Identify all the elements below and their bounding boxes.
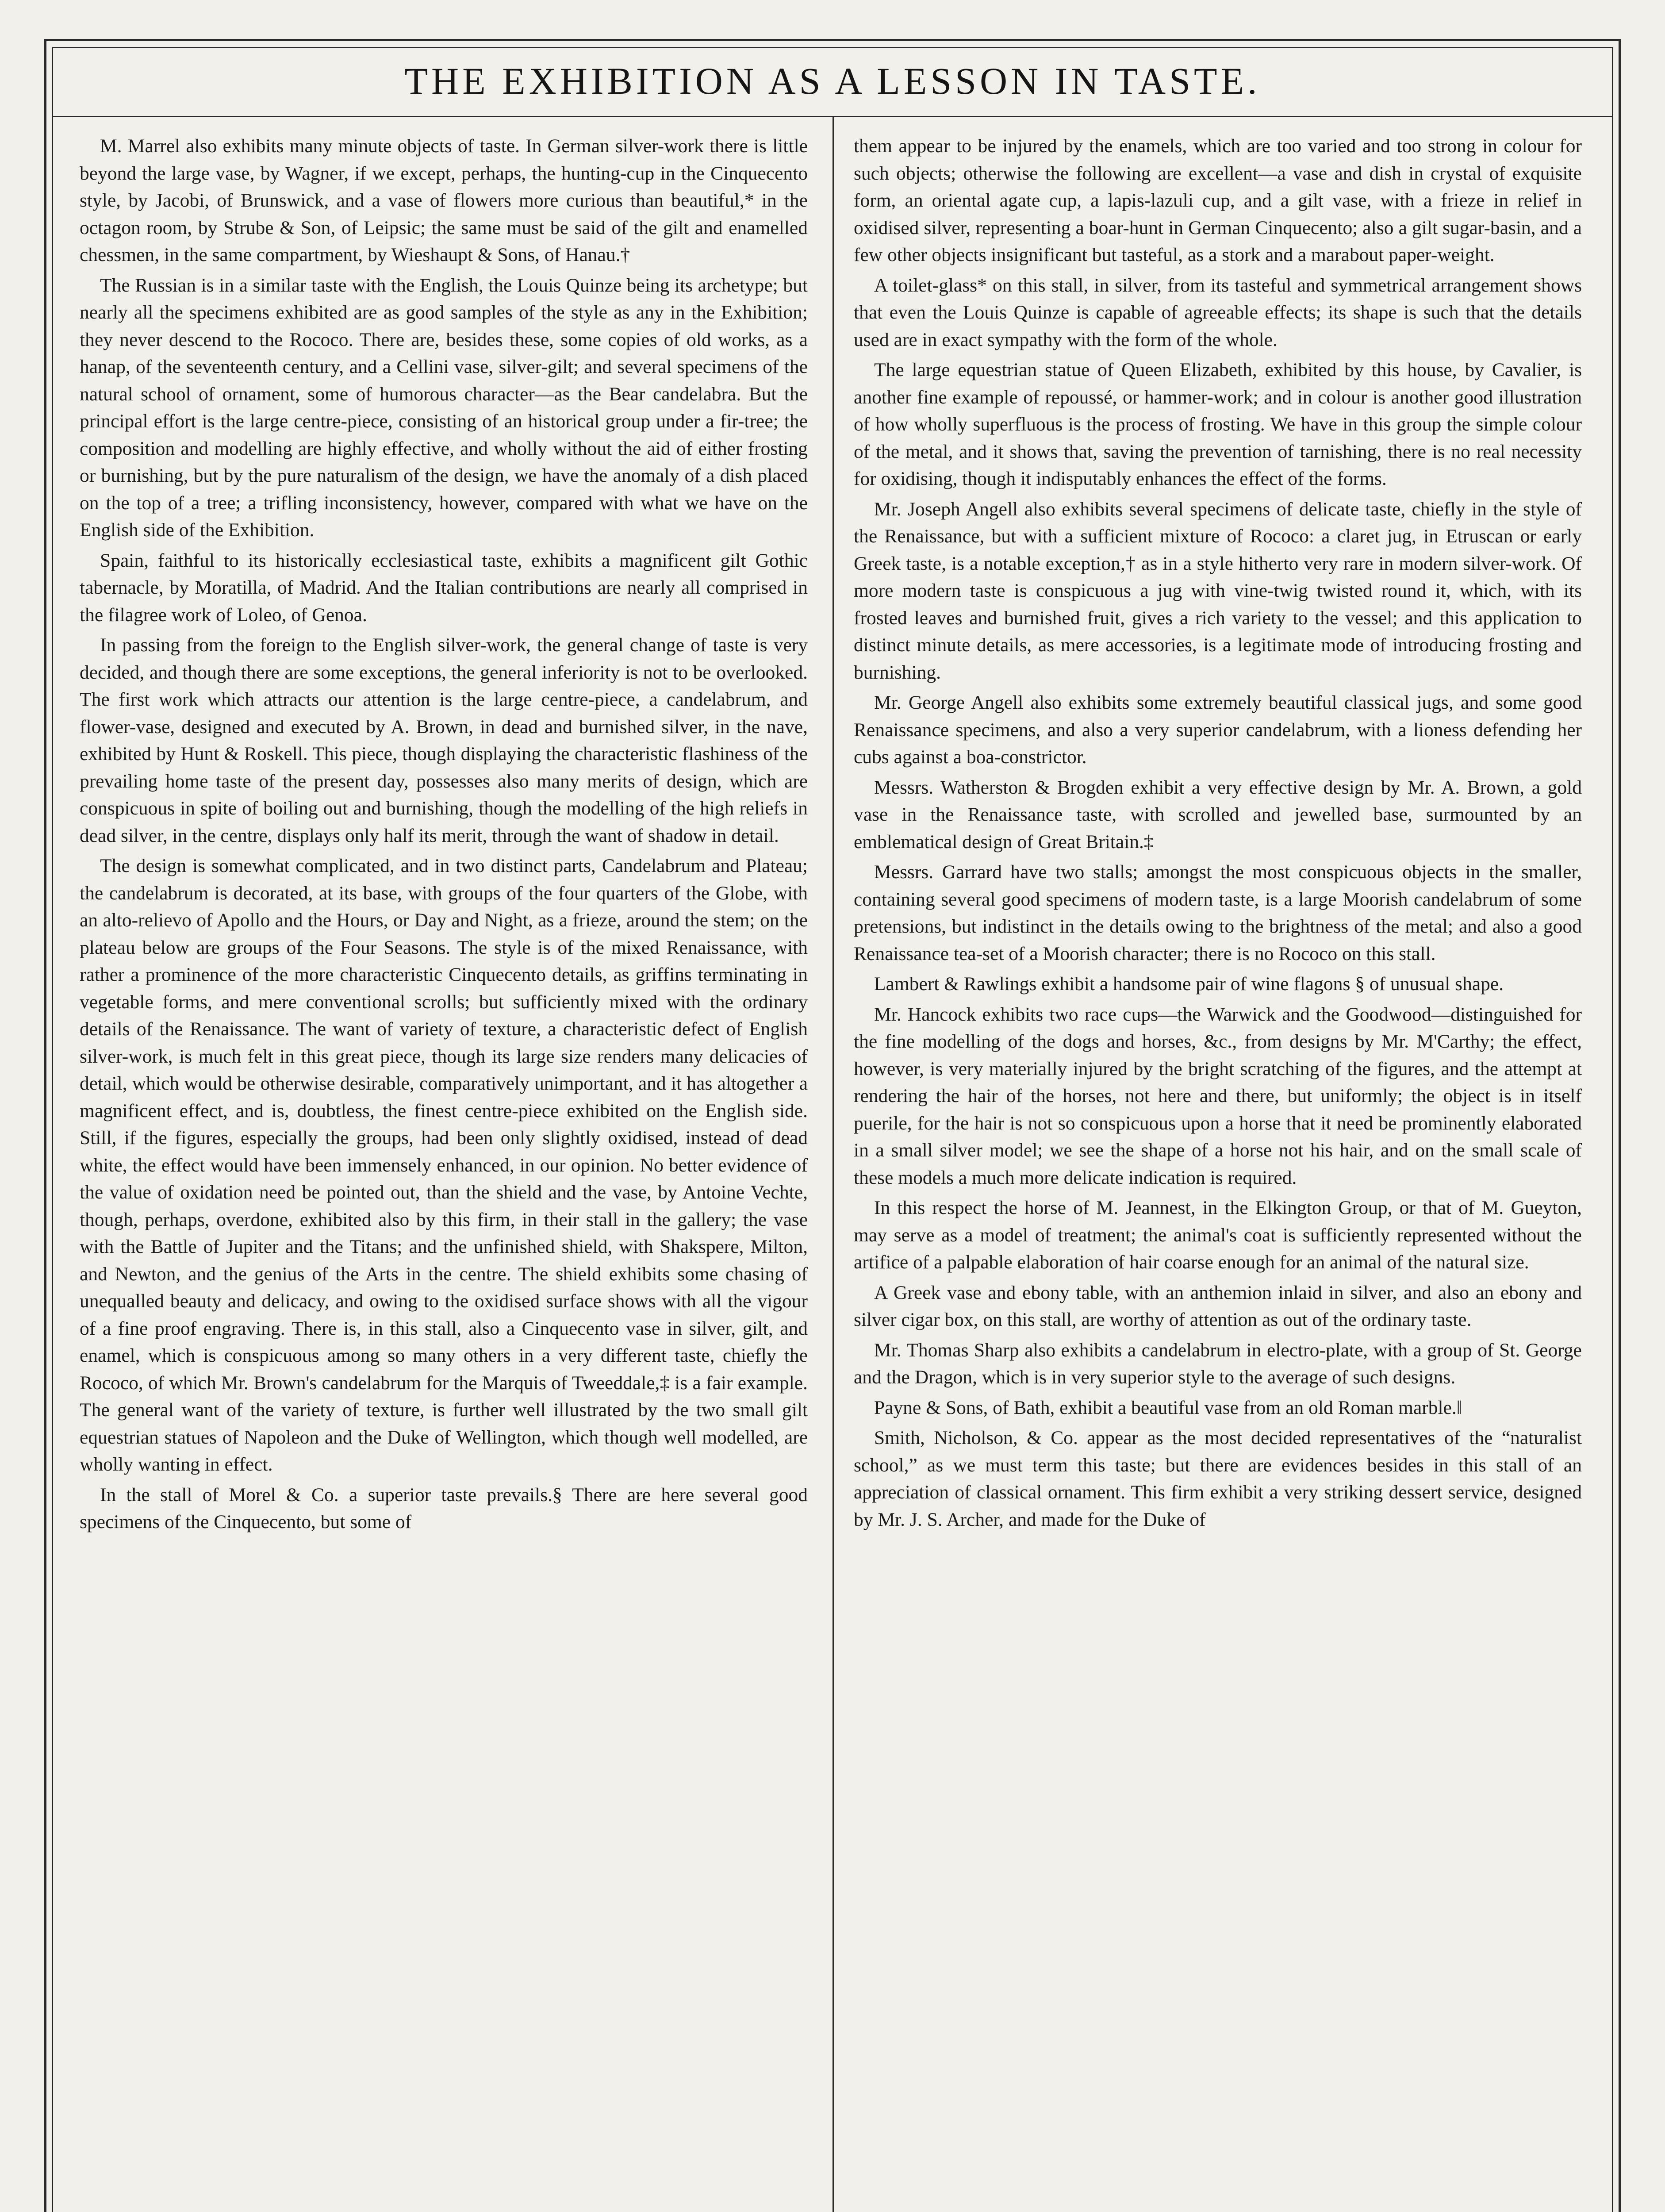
paragraph: In passing from the foreign to the English silver-work, the general change of taste is very decided, and though there are some exceptions, the general inferiority is not to be overlooked. The first work which attracts our attention is the large centre-piece, a candelabrum, and flower-vase, designed and executed by A. Brown, in dead and burnished silver, in the nave, exhibited by Hunt & Roskell. This piece, though displaying the characteristic flashiness of the prevailing home taste of the present day, possesses also many merits of design, which are conspicuous in spite of boiling out and burnishing, though the modelling of the high reliefs in dead silver, in the centre, displays only half its merit, through the want of shadow in detail. [80,634,808,846]
right-column [854,133,1582,1536]
paragraph: Payne & Sons, of Bath, exhibit a beautiful vase from an old Roman marble.‖ [874,1397,1462,1418]
paragraph: Mr. George Angell also exhibits some extremely beautiful classical jugs, and some good Renaissance specimens, and also a very superior candelabrum, with a lioness defending her cubs against a boa-constrictor. [854,692,1582,768]
paragraph: Messrs. Garrard have two stalls; amongst the most conspicuous objects in the smaller, containing several good specimens of modern taste, is a large Moorish candelabrum of some pretensions, but indistinct in the details owing to the brightness of the metal; and also a good Renaissance tea-set of a Moorish character; there is no Rococo on this stall. [854,861,1582,964]
paragraph: In this respect the horse of M. Jeannest, in the Elkington Group, or that of M. Gueyton, may serve as a model of treatment; the animal's coat is sufficiently represented without the artifice of a palpable elaboration of hair coarse enough for an animal of the natural size. [854,1197,1582,1273]
paragraph: Spain, faithful to its historically ecclesiastical taste, exhibits a magnificent gilt Gothic tabernacle, by Moratilla, of Madrid. And the Italian contributions are nearly all comprised in the filagree work of Loleo, of Genoa. [80,549,808,626]
page-title: THE EXHIBITION AS A LESSON IN TASTE. [404,60,1261,102]
paragraph: In the stall of Morel & Co. a superior taste prevails.§ There are here several good specimens of the Cinquecento, but some of [80,1484,808,1532]
paragraph: Mr. Joseph Angell also exhibits several specimens of delicate taste, chiefly in the style of the Renaissance, but with a sufficient mixture of Rococo: a claret jug, in Etruscan or early Greek taste, is a notable exception,† as in a style hitherto very rare in modern silver-work. Of more modern taste is conspicuous a jug with vine-twig twisted round it, which, with its frosted leaves and burnished fruit, gives a rich variety to the vessel; and this application to distinct minute details, as mere accessories, is a legitimate mode of introducing frosting and burnishing. [854,498,1582,683]
left-column [80,133,808,1539]
paragraph: The large equestrian statue of Queen Elizabeth, exhibited by this house, by Cavalier, is another fine example of repoussé, or hammer-work; and in colour is another good illustration of how wholly superfluous is the process of frosting. We have in this group the simple colour of the metal, and it shows that, saving the prevention of tarnishing, there is no real necessity for oxidising, though it indisputably enhances the effect of the forms. [854,359,1582,489]
paragraph: A Greek vase and ebony table, with an anthemion inlaid in silver, and also an ebony and silver cigar box, on this stall, are worthy of attention as out of the ordinary taste. [854,1282,1582,1330]
paragraph: Mr. Thomas Sharp also exhibits a candelabrum in electro-plate, with a group of St. George and the Dragon, which is in very superior style to the average of such designs. [854,1339,1582,1388]
paragraph-continuation: them appear to be injured by the enamels, which are too varied and too strong in colour for such objects; otherwise the following are excellent—a vase and dish in crystal of exquisite form, an oriental agate cup, a lapis-lazuli cup, and a gilt vase, with a frieze in relief in oxidised silver, representing a boar-hunt in German Cinquecento; also a gilt sugar-basin, and a few other objects insignificant but tasteful, as a stork and a marabout paper-weight. [854,135,1582,265]
paragraph: The design is somewhat complicated, and in two distinct parts, Candelabrum and Plateau; the candelabrum is decorated, at its base, with groups of the four quarters of the Globe, with an alto-relievo of Apollo and the Hours, or Day and Night, as a frieze, around the stem; on the plateau below are groups of the Four Seasons. The style is of the mixed Renaissance, with rather a prominence of the more characteristic Cinquecento details, as griffins terminating in vegetable forms, and mere conventional scrolls; but sufficiently mixed with the ordinary details of the Renaissance. The want of variety of texture, a characteristic defect of English silver-work, is much felt in this great piece, though its large size renders many delicacies of detail, which would be otherwise desirable, comparatively unimportant, and it has altogether a magnificent effect, and is, doubtless, the finest centre-piece exhibited on the English side. Still, if the figures, especially the groups, had been only slightly oxidised, instead of dead white, the effect would have been immensely enhanced, in our opinion. No better evidence of the value of oxidation need be pointed out, than the shield and the vase, by Antoine Vechte, though, perhaps, overdone, exhibited also by this firm, in their stall in the gallery; the vase with the Battle of Jupiter and the Titans; and the unfinished shield, with Shakspere, Milton, and Newton, and the genius of the Arts in the centre. The shield exhibits some chasing of unequalled beauty and delicacy, and owing to the oxidised surface shows with all the vigour of a fine proof engraving. There is, in this stall, also a Cinquecento vase in silver, gilt, and enamel, which is conspicuous among so many others in a very different taste, chiefly the Rococo, of which Mr. Brown's candelabrum for the Marquis of Tweeddale,‡ is a fair example. The general want of the variety of texture, is further well illustrated by the two small gilt equestrian statues of Napoleon and the Duke of Wellington, which though well modelled, are wholly wanting in effect. [80,855,808,1475]
paragraph: The Russian is in a similar taste with the English, the Louis Quinze being its archetype; but nearly all the specimens exhibited are as good samples of the style as any in the Exhibition; they never descend to the Rococo. There are, besides these, some copies of old works, as a hanap, of the seventeenth century, and a Cellini vase, silver-gilt; and several specimens of the natural school of ornament, some of humorous character—as the Bear candelabra. But the principal effort is the large centre-piece, consisting of an historical group under a fir-tree; the composition and modelling are highly effective, and wholly without the aid of either frosting or burnishing, but by the pure naturalism of the design, we have the anomaly of a dish placed on the top of a tree; a trifling inconsistency, however, compared with what we have on the English side of the Exhibition. [80,274,808,541]
paragraph: M. Marrel also exhibits many minute objects of taste. In German silver-work there is little beyond the large vase, by Wagner, if we except, perhaps, the hunting-cup in the Cinquecento style, by Jacobi, of Brunswick, and a vase of flowers more curious than beautiful,* in the octagon room, by Strube & Son, of Leipsic; the same must be said of the gilt and enamelled chessmen, in the same compartment, by Wieshaupt & Sons, of Hanau.† [80,135,808,265]
paragraph: Smith, Nicholson, & Co. appear as the most decided representatives of the “naturalist school,” as we must term this taste; but there are evidences besides in this stall of an appreciation of classical ornament. This firm exhibit a very striking dessert service, designed by Mr. J. S. Archer, and made for the Duke of [854,1427,1582,1530]
paragraph: A toilet-glass* on this stall, in silver, from its tasteful and symmetrical arrangement shows that even the Louis Quinze is capable of agreeable effects; its shape is such that the details used are in exact sympathy with the form of the whole. [854,274,1582,350]
column-divider [832,116,834,2212]
paragraph: Mr. Hancock exhibits two race cups—the Warwick and the Goodwood—distinguished for the fine modelling of the dogs and horses, &c., from designs by Mr. M'Carthy; the effect, however, is very materially injured by the bright scratching of the figures, and the attempt at rendering the hair of the horses, not here and there, but uniformly; the object is in itself puerile, for the hair is not so conspicuous upon a horse that it need be prominently elaborated in a small silver model; we see the shape of a horse not his hair, and on the small scale of these models a much more delicate indication is required. [854,1003,1582,1188]
paragraph: Messrs. Watherston & Brogden exhibit a very effective design by Mr. A. Brown, a gold vase in the Renaissance taste, with scrolled and jewelled base, surmounted by an emblematical design of Great Britain.‡ [854,776,1582,853]
paragraph: Lambert & Rawlings exhibit a handsome pair of wine flagons § of unusual shape. [874,973,1504,995]
